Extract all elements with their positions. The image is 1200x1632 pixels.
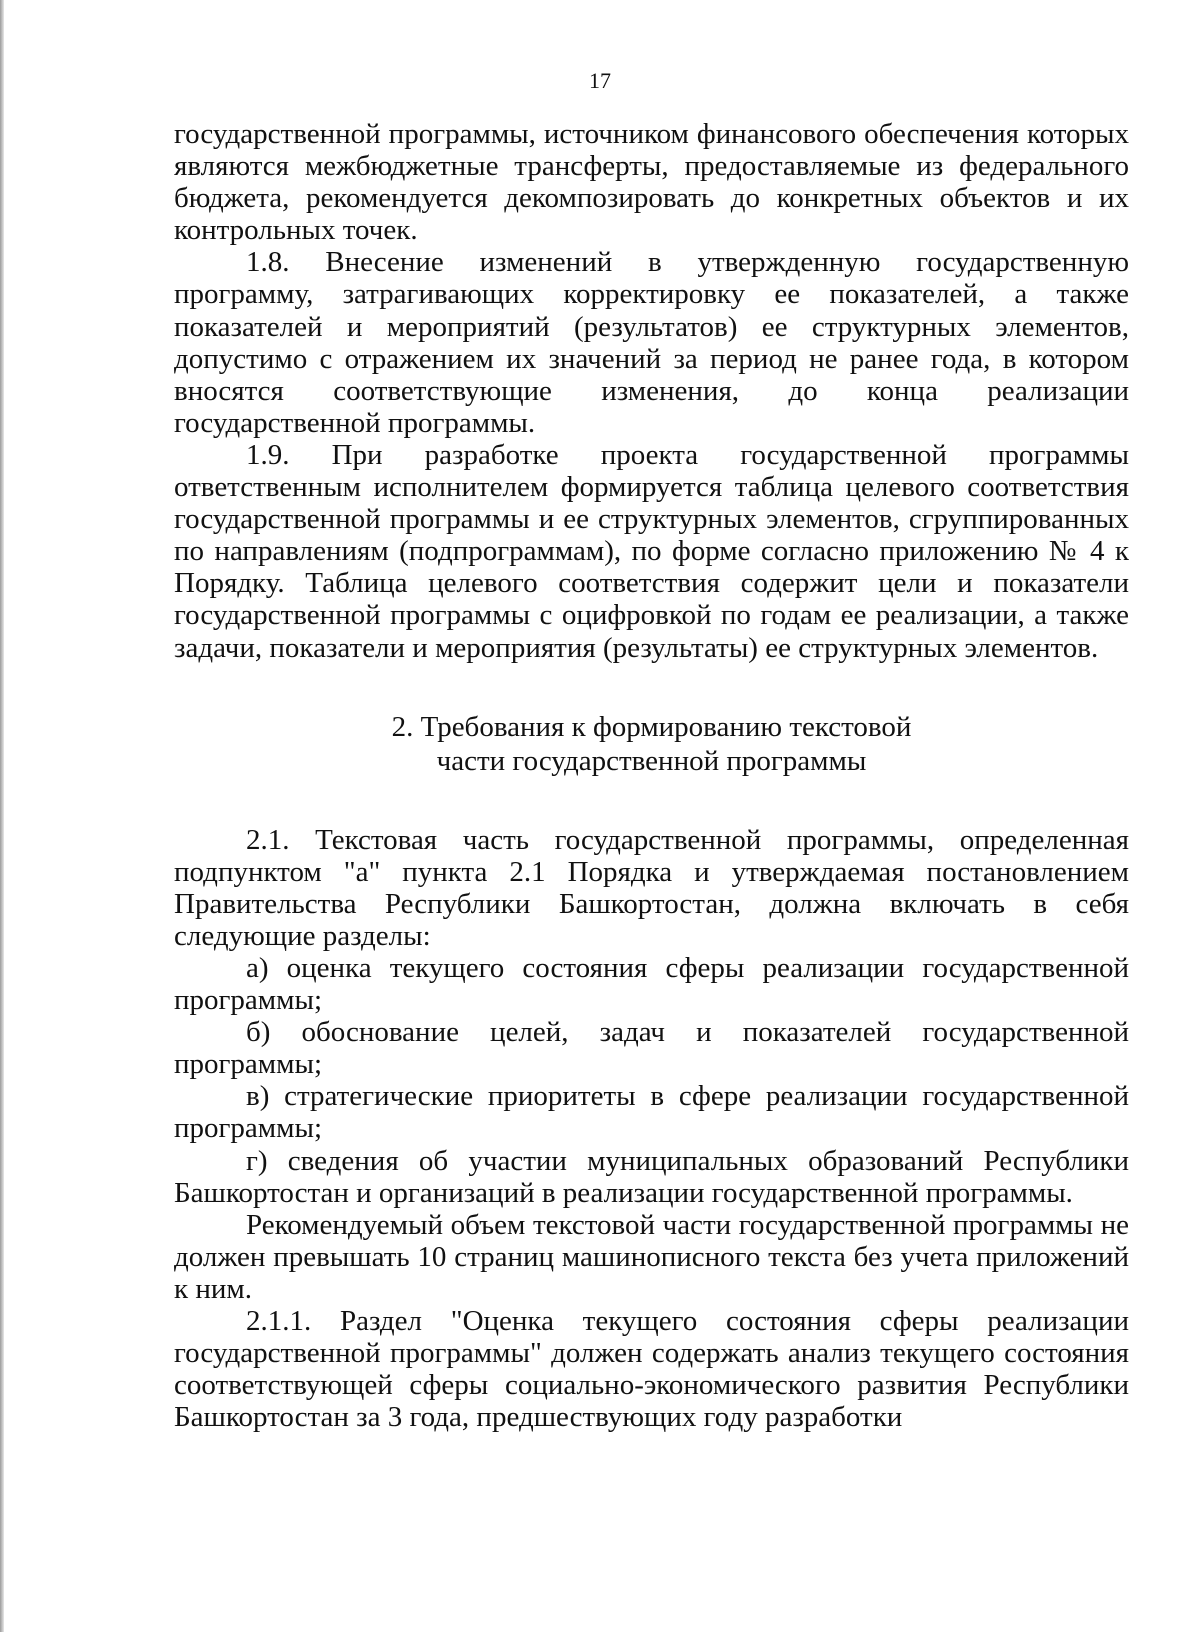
section-heading	[174, 710, 1129, 778]
page-number: 17	[589, 68, 611, 93]
document-body	[174, 118, 1129, 1433]
paragraph-1-9: 1.9. При разработке проекта государственной программы ответственным исполнителем формируется таблица целевого соответствия государственной программы и ее структурных элементов, сгруппированных по направлениям (подпрограммам), по форме согласно приложению № 4 к Порядку. Таблица целевого соответствия содержит цели и показатели государственной программы с оцифровкой по годам ее реализации, а также задачи, показатели и мероприятия (результаты) ее структурных элементов.	[174, 438, 1129, 664]
list-item-b: б) обоснование целей, задач и показателей государственной программы;	[174, 1016, 1129, 1081]
paragraph-1-8: 1.8. Внесение изменений в утвержденную государственную программу, затрагивающих корректировку ее показателей, а также показателей и мероприятий (результатов) ее структурных элементов, допустимо с отражением их значений за период не ранее года, в котором вносятся соответствующие изменения, до конца реализации государственной программы.	[174, 246, 1129, 439]
paragraph-recommended-volume: Рекомендуемый объем текстовой части государственной программы не должен превышать 10 страниц машинописного текста без учета приложений к ним.	[174, 1208, 1129, 1305]
section-heading-line-2: части государственной программы	[436, 744, 867, 777]
paragraph-intro: государственной программы, источником финансового обеспечения которых являются межбюджетные трансферты, предоставляемые из федерального бюджета, рекомендуется декомпозировать до конкретных объектов и их контрольных точек.	[174, 118, 1129, 247]
paragraph-2-1: 2.1. Текстовая часть государственной программы, определенная подпунктом "а" пункта 2.1 Порядка и утверждаемая постановлением Правительства Республики Башкортостан, должна включать в себя следующие разделы:	[174, 823, 1129, 952]
section-heading-line-1: 2. Требования к формированию текстовой	[391, 710, 912, 743]
list-item-a: а) оценка текущего состояния сферы реализации государственной программы;	[174, 951, 1129, 1017]
list-item-g: г) сведения об участии муниципальных образований Республики Башкортостан и организаций в реализации государственной программы.	[174, 1144, 1129, 1209]
paragraph-2-1-1: 2.1.1. Раздел "Оценка текущего состояния сферы реализации государственной программы" должен содержать анализ текущего состояния соответствующей сферы социально-экономического развития Республики Башкортостан за 3 года, предшествующих году разработки	[174, 1305, 1129, 1434]
list-item-v: в) стратегические приоритеты в сфере реализации государственной программы;	[174, 1080, 1129, 1145]
scan-edge	[0, 0, 4, 1632]
